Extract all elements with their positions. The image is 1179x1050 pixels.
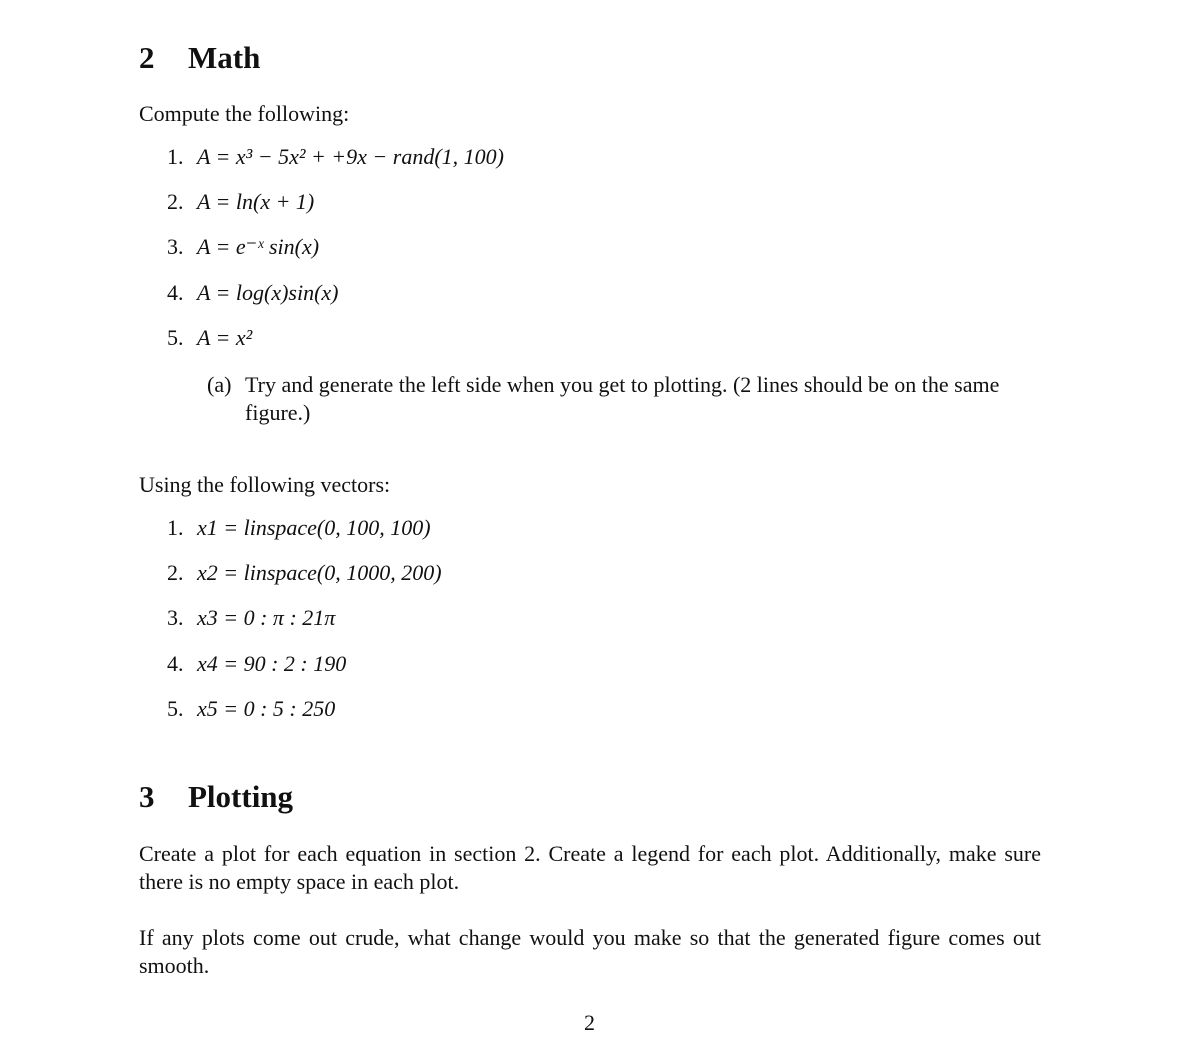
vector-item (167, 559, 442, 587)
equation-item (167, 324, 252, 352)
vector-item (167, 650, 346, 678)
vector-label: 5. (167, 696, 184, 721)
vector-expr: x1 = linspace(0, 100, 100) (197, 515, 431, 540)
equation-label: 5. (167, 325, 184, 350)
equation-expr: A = e⁻ˣ sin(x) (197, 234, 320, 259)
equation-item (167, 143, 504, 171)
equation-item (167, 233, 319, 261)
vector-expr: x2 = linspace(0, 1000, 200) (197, 560, 442, 585)
equation-item (167, 188, 314, 216)
vector-item (167, 514, 431, 542)
equation-expr: A = log(x)sin(x) (197, 280, 339, 305)
equation-label: 2. (167, 189, 184, 214)
vector-expr: x4 = 90 : 2 : 190 (197, 651, 347, 676)
vector-label: 2. (167, 560, 184, 585)
math-intro: Compute the following: (139, 101, 350, 126)
plotting-paragraph-2: If any plots come out crude, what change would you make so that the generated figure comes out smooth. (139, 925, 1041, 978)
vector-item (167, 604, 335, 632)
vector-label: 1. (167, 515, 184, 540)
equation-expr: A = ln(x + 1) (197, 189, 315, 214)
plotting-paragraph-1: Create a plot for each equation in section 2. Create a legend for each plot. Additionally, make sure there is no empty space in each plot. (139, 841, 1041, 894)
page-number: 2 (584, 1010, 595, 1035)
section-heading-plotting (139, 779, 293, 815)
equation-label: 4. (167, 280, 184, 305)
section-title: Plotting (188, 779, 294, 814)
section-heading-math (139, 40, 260, 76)
vector-item (167, 695, 335, 723)
vector-label: 3. (167, 605, 184, 630)
subitem-a (207, 371, 1041, 427)
equation-expr: A = x² (197, 325, 253, 350)
vector-label: 4. (167, 651, 184, 676)
equation-item (167, 279, 339, 307)
section-number: 3 (139, 779, 155, 814)
section-number: 2 (139, 40, 155, 75)
vector-expr: x5 = 0 : 5 : 250 (197, 696, 336, 721)
equation-label: 3. (167, 234, 184, 259)
section-title: Math (188, 40, 261, 75)
vectors-intro: Using the following vectors: (139, 472, 391, 497)
equation-expr: A = x³ − 5x² + +9x − rand(1, 100) (197, 144, 504, 169)
vector-expr: x3 = 0 : π : 21π (197, 605, 336, 630)
equation-label: 1. (167, 144, 184, 169)
subitem-label: (a) (207, 372, 232, 397)
subitem-text: Try and generate the left side when you get to plotting. (2 lines should be on the same figure.) (245, 372, 1000, 425)
